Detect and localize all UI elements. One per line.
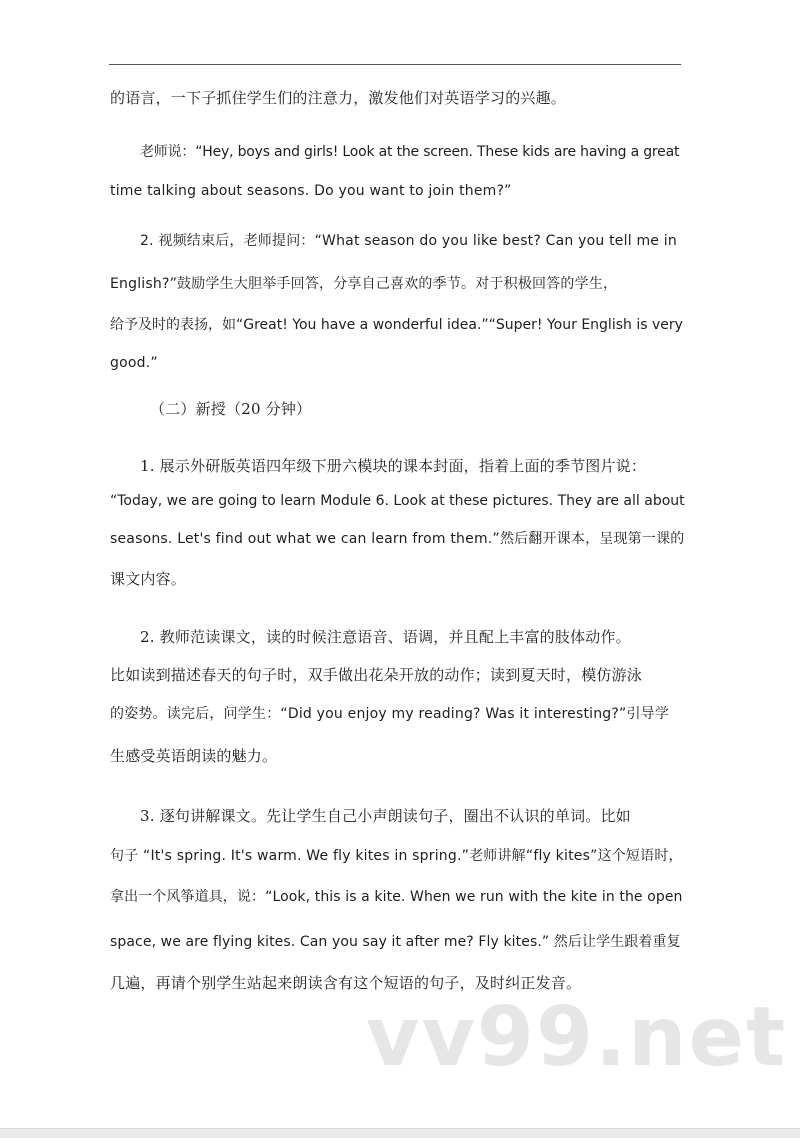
text-line-11: seasons. Let's find out what we can learn from them.”然后翻开课本，呈现第一课的 (110, 531, 685, 547)
section-heading-new-lesson: （二）新授（20 分钟） (150, 400, 312, 418)
text-line-10: “Today, we are going to learn Module 6. Look at these pictures. They are all about (110, 493, 685, 509)
text-line-18: 句子 “It's spring. It's warm. We fly kites in spring.”老师讲解“fly kites”这个短语时， (110, 848, 683, 864)
text-line-14: 比如读到描述春天的句子时，双手做出花朵开放的动作；读到夏天时，模仿游泳 (110, 666, 643, 684)
text-line-4: 2. 视频结束后，老师提问：“What season do you like best? Can you tell me in (140, 233, 677, 249)
text-line-15: 的姿势。读完后，问学生：“Did you enjoy my reading? Was it interesting?”引导学 (110, 706, 670, 722)
text-line-6: 给予及时的表扬，如“Great! You have a wonderful idea.”“Super! Your English is very (110, 317, 683, 333)
text-line-5: English?”鼓励学生大胆举手回答，分享自己喜欢的季节。对于积极回答的学生， (110, 276, 618, 292)
text-line-12: 课文内容。 (110, 570, 187, 588)
text-line-7: good.” (110, 355, 158, 371)
text-line-19: 拿出一个风筝道具，说：“Look, this is a kite. When we run with the kite in the open (110, 889, 683, 905)
text-line-20: space, we are flying kites. Can you say it after me? Fly kites.” 然后让学生跟着重复 (110, 934, 681, 950)
watermark: vv99.net (366, 990, 788, 1085)
text-line-21: 几遍，再请个别学生站起来朗读含有这个短语的句子，及时纠正发音。 (110, 974, 582, 992)
text-line-2: 老师说：“Hey, boys and girls! Look at the screen. These kids are having a great (140, 144, 680, 160)
text-line-9: 1. 展示外研版英语四年级下册六模块的课本封面，指着上面的季节图片说： (140, 457, 647, 475)
header-rule (109, 64, 681, 65)
text-line-16: 生感受英语朗读的魅力。 (110, 747, 278, 765)
text-line-13: 2. 教师范读课文，读的时候注意语音、语调，并且配上丰富的肢体动作。 (140, 628, 631, 646)
text-line-3: time talking about seasons. Do you want to join them?” (110, 183, 512, 199)
text-line-1: 的语言，一下子抓住学生们的注意力，激发他们对英语学习的兴趣。 (110, 89, 567, 107)
text-line-17: 3. 逐句讲解课文。先让学生自己小声朗读句子，圈出不认识的单词。比如 (140, 807, 631, 825)
